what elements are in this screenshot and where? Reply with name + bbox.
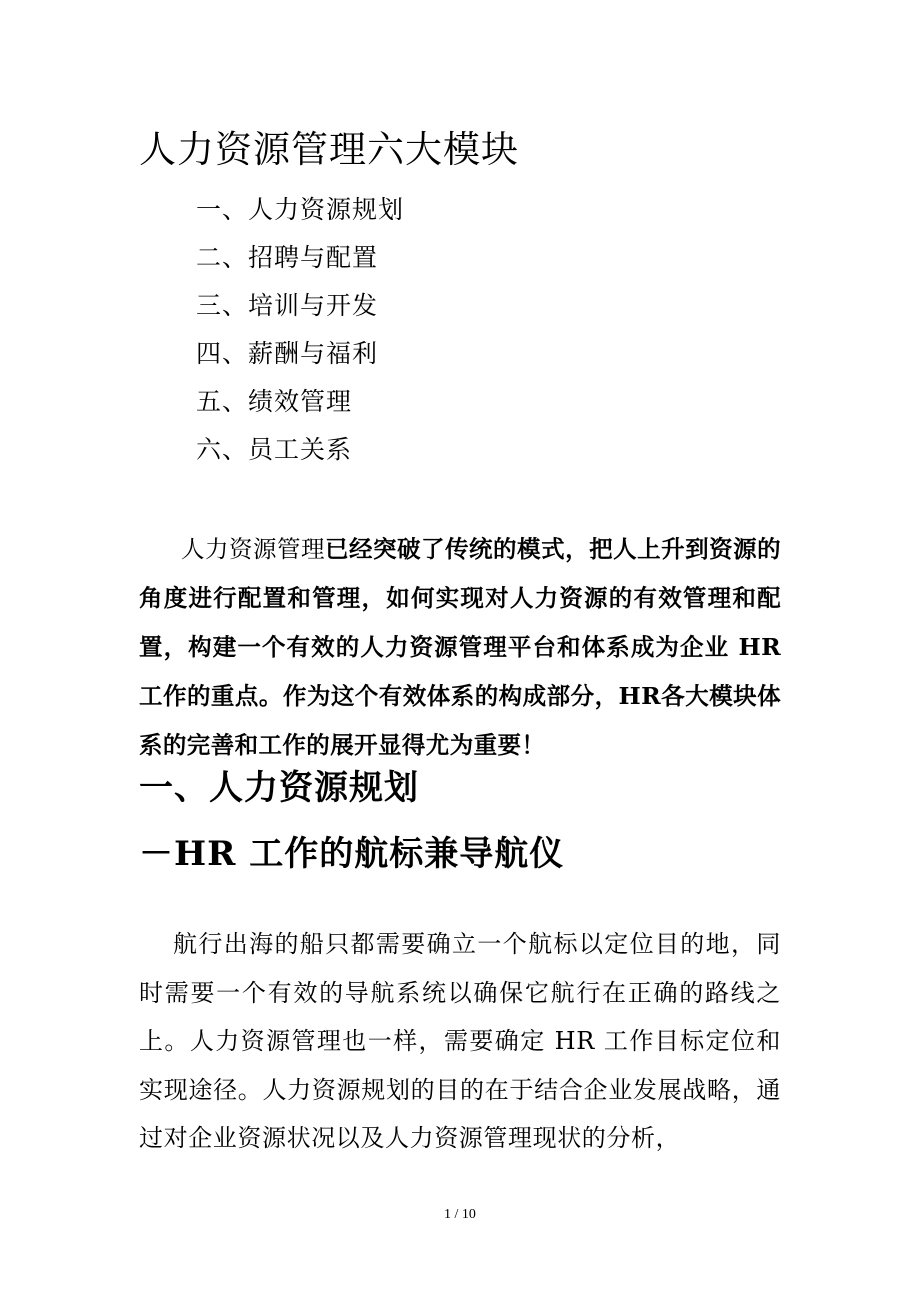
toc-item: 六、员工关系 [196, 435, 353, 464]
intro-paragraph [139, 525, 781, 770]
document-title: 人力资源管理六大模块 [139, 128, 519, 171]
table-of-contents [196, 186, 404, 474]
section-paragraph: 航行出海的船只都需要确立一个航标以定位目的地，同时需要一个有效的导航系统以确保它航行在正确的路线之上。人力资源管理也一样，需要确定 HR 工作目标定位和实现途径。人力资源规划的目的在于结合企业发展战略，通过对企业资源状况以及人力资源管理现状的分析， [139, 930, 781, 1152]
page-number: 1 / 10 [444, 1207, 476, 1222]
toc-item: 五、绩效管理 [196, 387, 353, 416]
intro-lead-text: 人力资源管理 [181, 535, 326, 563]
intro-bold-text: 已经突破了传统的模式，把人上升到资源的角度进行配置和管理，如何实现对人力资源的有效管理和配置，构建一个有效的人力资源管理平台和体系成为企业 HR 工作的重点。作为这个有效体系的构成部分，HR各大模块体系的完善和工作的展开显得尤为重要！ [139, 535, 781, 759]
toc-item: 三、培训与开发 [196, 291, 379, 320]
toc-item: 二、招聘与配置 [196, 243, 379, 272]
section-subheading: －HR 工作的航标兼导航仪 [139, 834, 565, 874]
toc-item: 一、人力资源规划 [196, 195, 405, 224]
toc-item: 四、薪酬与福利 [196, 339, 379, 368]
section-heading: 一、人力资源规划 [139, 768, 419, 808]
